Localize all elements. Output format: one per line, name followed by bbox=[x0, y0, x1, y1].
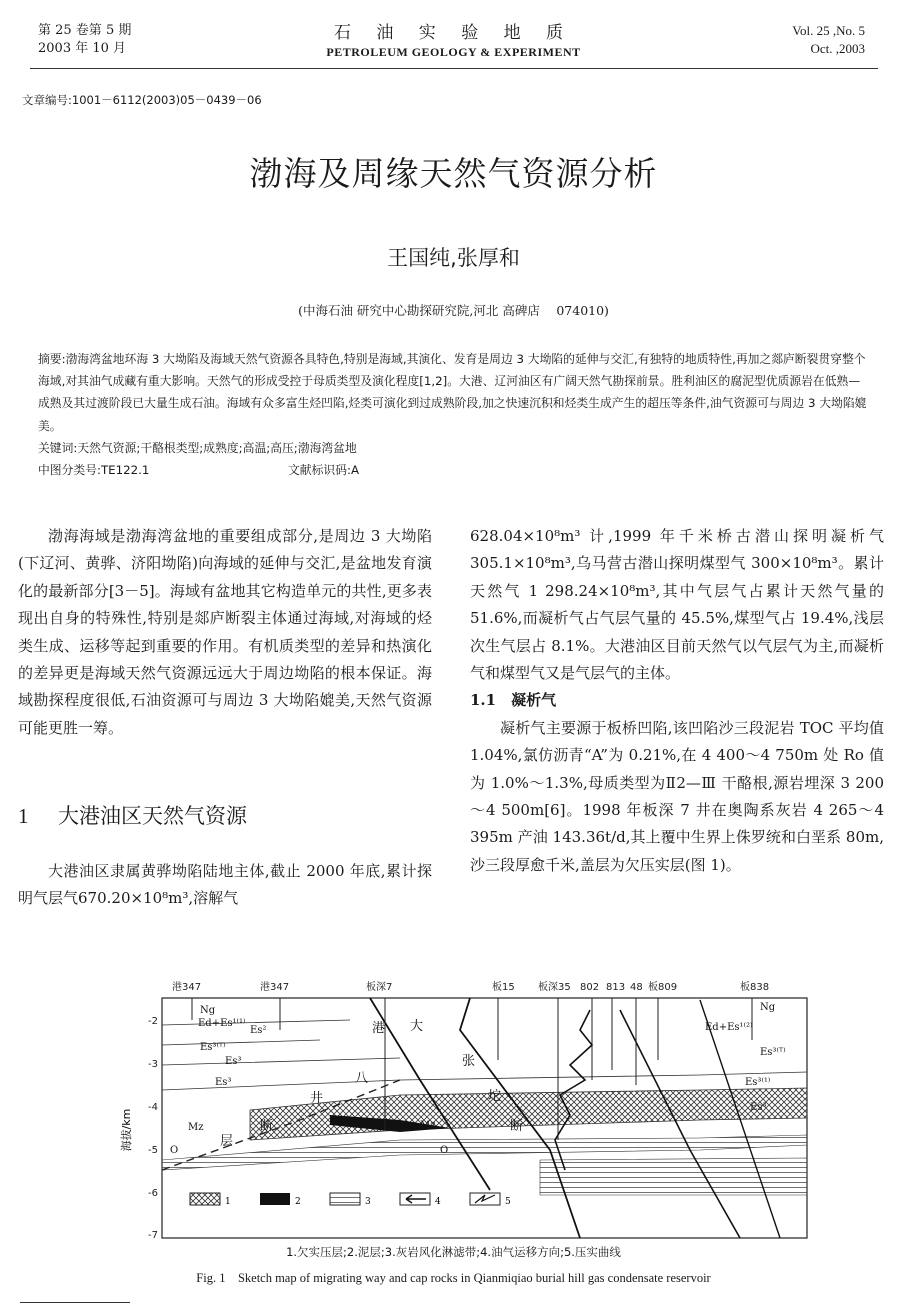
journal-title-en: PETROLEUM GEOLOGY & EXPERIMENT bbox=[326, 45, 581, 59]
unit-label: Mz bbox=[188, 1122, 204, 1133]
issue-volume: 第 25 卷第 5 期 bbox=[38, 23, 132, 38]
section1-paragraph: 大港油区隶属黄骅坳陷陆地主体,截止 2000 年底,累计探明气层气670.20×10⁸m³,溶解气 bbox=[18, 862, 432, 908]
paper-authors: 王国纯,张厚和 bbox=[387, 246, 520, 270]
journal-title-cn: 石 油 实 验 地 质 bbox=[333, 23, 574, 43]
y-tick: -2 bbox=[148, 1016, 158, 1027]
y-tick: -5 bbox=[148, 1145, 158, 1156]
unit-label: Es³⁽ᵀ⁾ bbox=[760, 1047, 786, 1058]
journal-issue-en bbox=[792, 22, 865, 58]
cross-section-figure bbox=[100, 970, 820, 1245]
legend-number: 1 bbox=[225, 1197, 231, 1207]
document-code: 文献标识码:A bbox=[288, 463, 360, 478]
well-label: 板838 bbox=[740, 982, 770, 993]
legend-number: 2 bbox=[295, 1197, 301, 1207]
issue-date: 2003 年 10 月 bbox=[38, 41, 127, 56]
section-heading bbox=[18, 800, 247, 830]
issue-volume-en: Vol. 25 ,No. 5 bbox=[792, 23, 865, 38]
unit-label: O bbox=[440, 1145, 449, 1156]
legend-number: 3 bbox=[365, 1197, 371, 1207]
legend-text: 1.欠实压层;2.泥层;3.灰岩风化淋滤带;4.油气运移方向;5.压实曲线 bbox=[286, 1245, 621, 1259]
unit-label: Mz bbox=[420, 1120, 436, 1131]
left-column bbox=[18, 523, 432, 742]
well-label: 板809 bbox=[648, 982, 678, 993]
article-number: 文章编号:1001－6112(2003)05－0439－06 bbox=[22, 93, 262, 107]
legend-swatch-weathered bbox=[330, 1193, 360, 1205]
y-tick: -6 bbox=[148, 1188, 158, 1199]
y-tick: -3 bbox=[148, 1059, 158, 1070]
subsection-paragraph: 凝析气主要源于板桥凹陷,该凹陷沙三段泥岩 TOC 平均值 1.04%,氯仿沥青“A”为 0.21%,在 4 400～4 750m 处 Ro 值为 1.0%～1.3%,母质类型为Ⅱ2—Ⅲ 干酪根,源岩埋深 3 200～4 500m[6]。1998 年板深 7 井在奥陶系灰岩 4 265～4 395m 产油 143.36t/d,其上覆中生界上侏罗统和白垩系 80m,沙三段厚愈千米,盖层为欠压实层(图 1)。 bbox=[470, 718, 884, 874]
fault-line bbox=[620, 1010, 740, 1238]
unit-label: Es³⁽¹⁾ bbox=[745, 1077, 771, 1088]
arrow-left-icon bbox=[406, 1195, 426, 1203]
y-axis-label: 海拔/km bbox=[120, 1108, 133, 1152]
unit-label: Ng bbox=[200, 1005, 216, 1016]
header-rule bbox=[30, 68, 878, 69]
y-tick: -7 bbox=[148, 1230, 158, 1241]
paper-title: 渤海及周缘天然气资源分析 bbox=[249, 154, 658, 193]
figure-legend bbox=[190, 1193, 511, 1207]
clc-number: 中图分类号:TE122.1 bbox=[38, 463, 150, 478]
legend-number: 4 bbox=[435, 1197, 441, 1207]
abstract-text: 摘要:渤海湾盆地环海 3 大坳陷及海域天然气资源各具特色,特别是海域,其演化、发育是周边 3 大坳陷的延伸与交汇,有独特的地质特性,再加之郯庐断裂贯穿整个海域,对其油气成藏有重大影响。天然气的形成受控于母质类型及演化程度[1,2]。大港、辽河油区有广阔天然气勘探前景。胜利油区的腐泥型优质源岩在低熟—成熟及其过渡阶段已大量生成石油。海域有众多富生烃凹陷,烃类可演化到过成熟阶段,加之快速沉积和烃类生成产生的超压等条件,油气资源可与周边 3 大坳陷媲美。 bbox=[38, 352, 867, 433]
abstract-block bbox=[38, 348, 868, 481]
cap-rock-layer bbox=[250, 1088, 807, 1140]
section-number: 1 bbox=[18, 804, 29, 828]
well-label: 802 bbox=[580, 982, 600, 993]
unit-label: Es³ bbox=[750, 1102, 767, 1113]
well-label: 48 bbox=[630, 982, 643, 993]
classification bbox=[38, 459, 868, 481]
limestone-zone bbox=[540, 1158, 807, 1195]
fault-name: 大 bbox=[410, 1019, 424, 1034]
legend-number: 5 bbox=[505, 1197, 511, 1207]
unit-label: Es² bbox=[250, 1025, 267, 1036]
zigzag-curve-icon bbox=[475, 1195, 495, 1203]
legend-swatch-cap-rock bbox=[190, 1193, 220, 1205]
right-column bbox=[470, 523, 884, 879]
well-label: 板深35 bbox=[538, 982, 571, 993]
well-label: 港347 bbox=[172, 982, 202, 993]
left-column-lower bbox=[18, 858, 432, 913]
fault-name: 坨 bbox=[488, 1089, 502, 1104]
fault-name: 港 bbox=[372, 1021, 386, 1036]
well-label: 港347 bbox=[260, 982, 290, 993]
well-label: 813 bbox=[606, 982, 626, 993]
section-title: 大港油区天然气资源 bbox=[58, 804, 247, 828]
unit-label: Ed+Es¹⁽²⁾ bbox=[705, 1022, 753, 1033]
issue-date-en: Oct. ,2003 bbox=[810, 41, 865, 56]
footnote-rule bbox=[20, 1302, 130, 1303]
fault-name: 张 bbox=[462, 1054, 476, 1069]
unit-label: Es³ bbox=[215, 1077, 232, 1088]
well-label: 板15 bbox=[492, 982, 515, 993]
fault-name: 断 bbox=[260, 1119, 274, 1134]
section1-paragraph-cont: 628.04×10⁸m³ 计,1999 年千米桥古潜山探明凝析气 305.1×10⁸m³,乌马营古潜山探明煤型气 300×10⁸m³。累计天然气 1 298.24×10⁸m³,其中气层气占累计天然气量的 51.6%,而凝析气占气层气量的 45.5%,煤型气占 19.4%,浅层次生气层占 8.1%。大港油区目前天然气以气层气为主,而凝析气和煤型气又是气层气的主体。 bbox=[470, 527, 884, 683]
unit-label: O bbox=[170, 1145, 179, 1156]
legend-swatch-mudstone bbox=[260, 1193, 290, 1205]
fault-name: 八 bbox=[355, 1071, 369, 1086]
affiliation: (中海石油 研究中心勘探研究院,河北 高碑店 074010) bbox=[298, 303, 609, 318]
unit-label: Ng bbox=[760, 1002, 776, 1013]
journal-title bbox=[0, 18, 907, 60]
fault-name: 断 bbox=[510, 1119, 524, 1134]
fault-name: 层 bbox=[220, 1134, 234, 1149]
fault-name: 井 bbox=[310, 1091, 324, 1106]
unit-label: Es³ bbox=[225, 1056, 242, 1067]
keywords: 关键词:天然气资源;干酪根类型;成熟度;高温;高压;渤海湾盆地 bbox=[38, 440, 357, 455]
intro-paragraph: 渤海海域是渤海湾盆地的重要组成部分,是周边 3 大坳陷(下辽河、黄骅、济阳坳陷)向海域的延伸与交汇,是盆地发育演化的最新部分[3－5]。海域有盆地其它构造单元的共性,更多表现出自身的特殊性,特别是郯庐断裂主体通过海域,对海域的烃类生成、运移等起到重要的作用。有机质类型的差异和热演化的差异更是海域天然气资源远远大于周边坳陷的根本保证。海域勘探程度很低,石油资源可与周边 3 大坳陷媲美,天然气资源可能更胜一筹。 bbox=[18, 527, 432, 737]
figure-caption: Fig. 1 Sketch map of migrating way and cap rocks in Qianmiqiao burial hill gas condensate reservoir bbox=[196, 1271, 711, 1285]
unit-label: Es³⁽ᵀ⁾ bbox=[200, 1042, 226, 1053]
unit-label: Ed+Es¹⁽¹⁾ bbox=[198, 1018, 246, 1029]
well-label: 板深7 bbox=[366, 982, 393, 993]
subsection-heading: 1.1 凝析气 bbox=[470, 691, 557, 710]
y-tick: -4 bbox=[148, 1102, 158, 1113]
